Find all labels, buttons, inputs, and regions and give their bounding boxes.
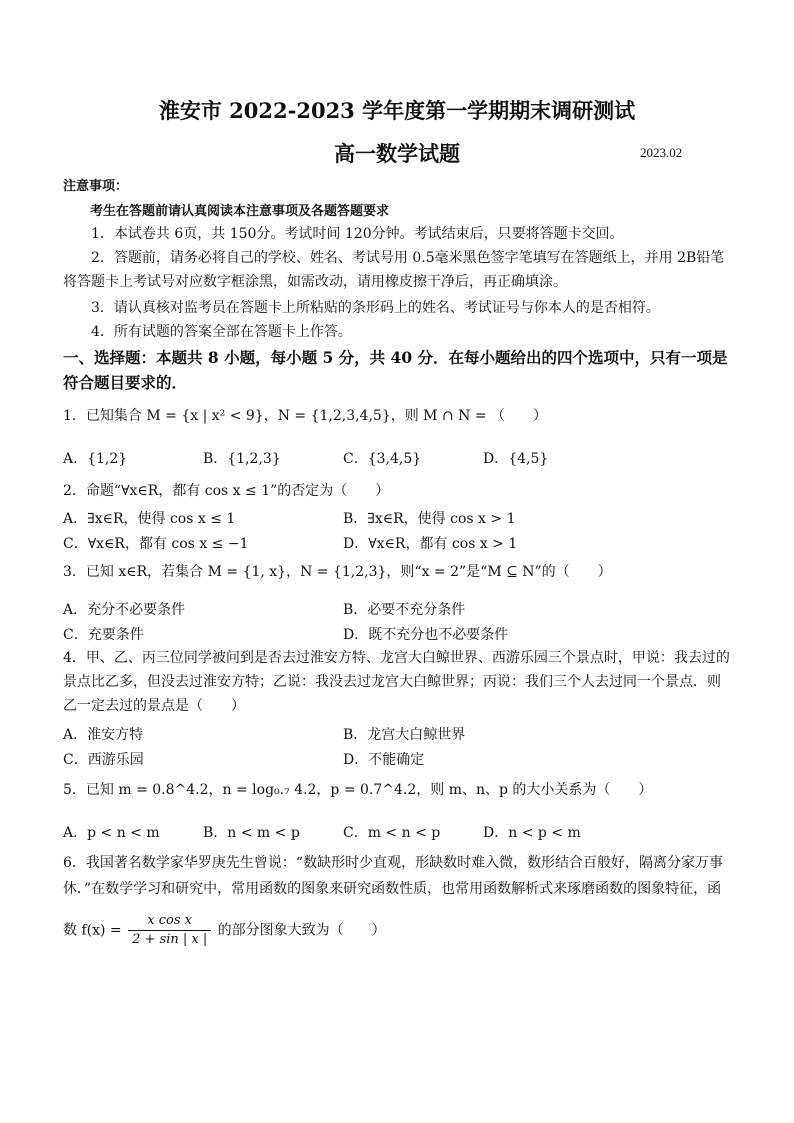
option: C．m < n < p (343, 825, 441, 841)
function-fraction (128, 912, 211, 949)
option: A．p < n < m (63, 825, 160, 841)
option: D．不能确定 (343, 752, 425, 768)
fraction-numerator: x cos x (128, 912, 211, 931)
question-stem: 4．甲、乙、丙三位同学被问到是否去过淮安方特、龙宫大白鲸世界、西游乐园三个景点时，甲说：我去过的景点比乙多，但没去过淮安方特；乙说：我没去过龙宫大白鲸世界；丙说：我们三个人去过同一个景点．则乙一定去过的景点是（ ） (63, 650, 730, 714)
notes-item: 2．答题前，请务必将自己的学校、姓名、考试号用 0.5毫米黑色签字笔填写在答题纸上，并用 2B铅笔将答题卡上考试号对应数字框涂黑，如需改动，请用橡皮擦干净后，再正确填涂。 (63, 250, 725, 290)
option: C．充要条件 (63, 627, 144, 643)
option: D．n < p < m (483, 825, 581, 841)
option: B．{1,2,3} (203, 451, 281, 467)
formula-suffix: 的部分图象大致为（ ） (217, 922, 386, 939)
question-formula-line (63, 912, 386, 949)
question-stem: 1．已知集合 M = {x | x² < 9}，N = {1,2,3,4,5}，则 M ∩ N = （ ） (63, 408, 548, 424)
option: A．{1,2} (63, 451, 128, 467)
option: B．必要不充分条件 (343, 602, 466, 618)
question-stem: 2．命题“∀x∈R，都有 cos x ≤ 1”的否定为（ ） (63, 483, 390, 499)
section-heading: 一、选择题：本题共 8 小题，每小题 5 分，共 40 分．在每小题给出的四个选项中，只有一项是符合题目要求的． (63, 348, 728, 392)
option: C．{3,4,5} (343, 451, 422, 467)
option: B．龙宫大白鲸世界 (343, 727, 466, 743)
option: B．∃x∈R，使得 cos x > 1 (343, 511, 516, 527)
notes-item: 4．所有试题的答案全部在答题卡上作答。 (91, 324, 352, 340)
notes-item: 3．请认真核对监考员在答题卡上所粘贴的条形码上的姓名、考试证号与你本人的是否相符。 (91, 300, 660, 316)
option: D．既不充分也不必要条件 (343, 627, 509, 643)
formula-prefix: 数 f(x) = (63, 922, 122, 939)
fraction-denominator: 2 + sin | x | (132, 932, 208, 947)
exam-date: 2023.02 (640, 145, 683, 160)
option: A．充分不必要条件 (63, 602, 186, 618)
question-stem: 5．已知 m = 0.8^4.2，n = log₀.₇ 4.2，p = 0.7^4.2，则 m、n、p 的大小关系为（ ） (63, 782, 653, 798)
notes-item: 1．本试卷共 6页，共 150分。考试时间 120分钟。考试结束后，只要将答题卡交回。 (91, 226, 624, 242)
question-stem: 6．我国著名数学家华罗庚先生曾说：“数缺形时少直观，形缺数时难入微，数形结合百般好，隔离分家万事休．”在数学学习和研究中，常用函数的图象来研究函数性质，也常用函数解析式来琢磨函数的图象特征，函 (63, 855, 724, 897)
option: B．n < m < p (203, 825, 300, 841)
option: D．∀x∈R，都有 cos x > 1 (343, 536, 518, 552)
option: A．淮安方特 (63, 727, 144, 743)
exam-title: 淮安市 2022-2023 学年度第一学期期末调研测试 (158, 98, 636, 123)
exam-subtitle: 高一数学试题 (334, 141, 460, 166)
notes-heading: 注意事项： (63, 179, 129, 194)
option: A．∃x∈R，使得 cos x ≤ 1 (63, 511, 236, 527)
option: C．西游乐园 (63, 752, 144, 768)
option: D．{4,5} (483, 451, 549, 467)
notes-intro: 考生在答题前请认真阅读本注意事项及各题答题要求 (90, 204, 390, 219)
option: C．∀x∈R，都有 cos x ≤ −1 (63, 536, 249, 552)
question-stem: 3．已知 x∈R，若集合 M = {1, x}，N = {1,2,3}，则“x = 2”是“M ⊆ N”的（ ） (63, 564, 612, 580)
